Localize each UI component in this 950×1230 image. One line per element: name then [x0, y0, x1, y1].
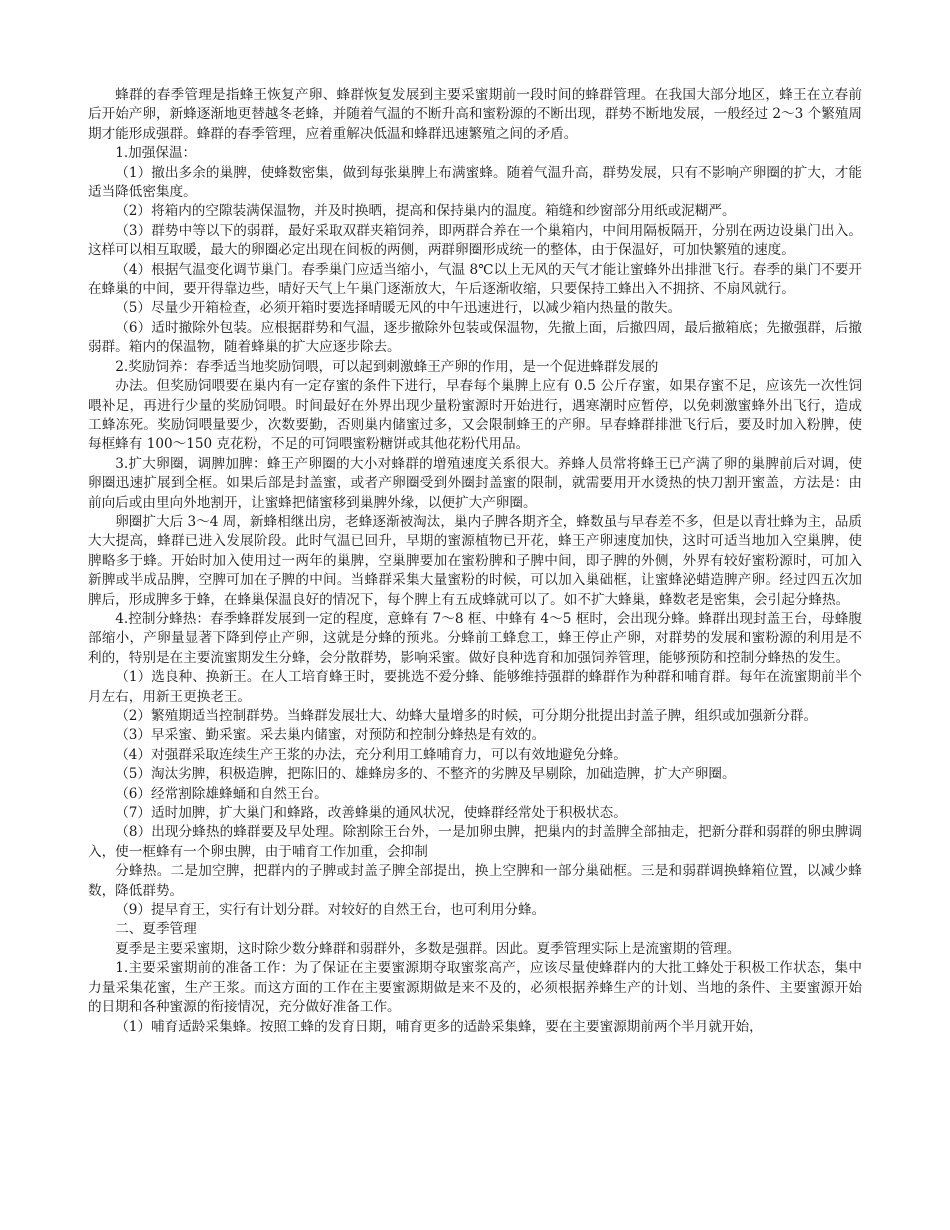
list-item-warm-5: （5）尽量少开箱检查，必须开箱时要选择晴暖无风的中午迅速进行，以减少箱内热量的散失。 — [115, 300, 682, 317]
list-item-swarm-9: （9）提早育王，实行有计划分群。对较好的自然王台，也可利用分蜂。 — [115, 902, 546, 919]
paragraph-pre-flow-prep: 1.主要采蜜期前的准备工作：为了保证在主要蜜源期夺取蜜浆高产，应该尽量使蜂群内的大批工蜂处于积极工作状态，集中力量采集花蜜，生产王浆。而这方面的工作在主要蜜源期做是来不及的，必须根据养蜂生产的计划、当地的条件、主要蜜源开始的日期和各种蜜源的衔接情况，充分做好准备工作。 — [88, 960, 862, 1016]
list-item-warm-3: （3）群势中等以下的弱群，最好采取双群夹箱饲养，即两群合养在一个巢箱内，中间用隔板隔开，分别在两边设巢门出入。这样可以相互取暖，最大的卵圈必定出现在间板的两侧，两群卵圈形成统一的整体，由于保温好，可加快繁殖的速度。 — [88, 222, 862, 259]
list-item-swarm-8: （8）出现分蜂热的蜂群要及早处理。除割除王台外，一是加卵虫脾，把巢内的封盖脾全部抽走，把新分群和弱群的卵虫脾调入，使一框蜂有一个卵虫脾，由于哺育工作加重，会抑制 — [88, 824, 862, 860]
list-item-swarm-7: （7）适时加脾，扩大巢门和蜂路，改善蜂巢的通风状况，使蜂群经常处于积极状态。 — [115, 805, 627, 822]
heading-keep-warm: 1.加强保温： — [115, 145, 197, 162]
paragraph-spring-intro: 蜂群的春季管理是指蜂王恢复产卵、蜂群恢复发展到主要采蜜期前一段时间的蜂群管理。在我国大部分地区，蜂王在立春前后开始产卵，新蜂逐渐地更替越冬老蜂，并随着气温的不断升高和蜜粉源的不断出现，群势不断地发展，一般经过 2～3 个繁殖周期才能形成强群。蜂群的春季管理，应着重解决低温和蜂群迅速繁殖之间的矛盾。 — [88, 87, 862, 142]
list-item-swarm-3: （3）早采蜜、勤采蜜。采去巢内储蜜，对预防和控制分蜂热是有效的。 — [115, 727, 546, 744]
paragraph-brood-expanded: 卵圈扩大后 3～4 周，新蜂相继出房，老蜂逐渐被淘汰，巢内子脾各期齐全，蜂数虽与早春差不多，但是以青壮蜂为主，品质大大提高，蜂群已进入发展阶段。此时气温已回升，早期的蜜源植物已开花，蜂王产卵速度加快，这时可适当地加入空巢脾，使脾略多于蜂。开始时加入使用过一两年的巢脾，空巢脾要加在蜜粉脾和子脾中间，即子脾的外侧，外界有较好蜜粉源时，可加入新脾或半成品脾，空脾可加在子脾的中间。当蜂群采集大量蜜粉的时候，可以加入巢础框，让蜜蜂泌蜡造脾产卵。经过四五次加脾后，形成脾多于蜂，在蜂巢保温良好的情况下，每个脾上有五成蜂就可以了。如不扩大蜂巢，蜂数老是密集，会引起分蜂热。 — [88, 513, 862, 608]
paragraph-control-swarming: 4.控制分蜂热：春季蜂群发展到一定的程度，意蜂有 7～8 框、中蜂有 4～5 框时，会出现分蜂。蜂群出现封盖王台，母蜂腹部缩小，产卵量显著下降到停止产卵，这就是分蜂的预兆。分蜂前工蜂怠工，蜂王停止产卵，对群势的发展和蜜粉源的利用是不利的，特别是在主要流蜜期发生分蜂，会分散群势，影响采蜜。做好良种选育和加强饲养管理，能够预防和控制分蜂热的发生。 — [88, 610, 862, 666]
heading-reward-feeding: 2.奖励饲养：春季适当地奖励饲喂，可以起到刺激蜂王产卵的作用，是一个促进蜂群发展的 — [115, 358, 659, 375]
paragraph-expand-brood: 3.扩大卵圈，调脾加脾：蜂王产卵圈的大小对蜂群的增殖速度关系很大。养蜂人员常将蜂王已产满了卵的巢脾前后对调，使卵圈迅速扩展到全框。如果后部是封盖蜜，或者产卵圈受到外圈封盖蜜的限制，就需要用开水烫热的快刀割开蜜盖，方法是：由前向后或由里向外地割开，让蜜蜂把储蜜移到巢脾外缘，以便扩大产卵圈。 — [88, 455, 862, 511]
list-item-swarm-6: （6）经常割除雄蜂蛹和自然王台。 — [115, 785, 328, 802]
section-heading-summer: 二、夏季管理 — [115, 921, 197, 938]
list-item-warm-1: （1）撤出多余的巢脾，使蜂数密集，做到每张巢脾上布满蜜蜂。随着气温升高，群势发展，只有不影响产卵圈的扩大，才能适当降低密集度。 — [88, 164, 862, 201]
list-item-warm-6: （6）适时撤除外包装。应根据群势和气温，逐步撤除外包装或保温物，先撤上面，后撤四周，最后撤箱底；先撤强群，后撤弱群。箱内的保温物，随着蜂巢的扩大应逐步除去。 — [88, 319, 862, 356]
paragraph-reward-feeding: 办法。但奖励饲喂要在巢内有一定存蜜的条件下进行，早春每个巢脾上应有 0.5 公斤存蜜，如果存蜜不足，应该先一次性饲喂补足，再进行少量的奖励饲喂。时间最好在外界出现少量粉蜜源时开始进行，遇寒潮时应暂停，以免刺激蜜蜂外出飞行，造成工蜂冻死。奖励饲喂量要少，次数要勤，否则巢内储蜜过多，又会限制蜂王的产卵。早春蜂群排泄飞行后，要及时加入粉脾，使每框蜂有 100～150 克花粉，不足的可饲喂蜜粉糖饼或其他花粉代用品。 — [88, 378, 862, 453]
list-item-swarm-1: （1）选良种、换新王。在人工培育蜂王时，要挑选不爱分蜂、能够维持强群的蜂群作为种群和哺育群。每年在流蜜期前半个月左右，用新王更换老王。 — [88, 669, 862, 705]
list-item-swarm-5: （5）淘汰劣脾，积极造脾，把陈旧的、雄蜂房多的、不整齐的劣脾及早剔除，加础造脾，扩大产卵圈。 — [115, 766, 736, 783]
list-item-swarm-2: （2）繁殖期适当控制群势。当蜂群发展壮大、幼蜂大量增多的时候，可分期分批提出封盖子脾，组织或加强新分群。 — [115, 708, 818, 724]
list-item-swarm-4: （4）对强群采取连续生产王浆的办法，充分利用工蜂哺育力，可以有效地避免分蜂。 — [115, 746, 627, 763]
paragraph-summer-intro: 夏季是主要采蜜期，这时除少数分蜂群和弱群外，多数是强群。因此。夏季管理实际上是流蜜期的管理。 — [115, 940, 741, 957]
list-item-warm-2: （2）将箱内的空隙装满保温物，并及时换晒，提高和保持巢内的温度。箱缝和纱窗部分用纸或泥糊严。 — [115, 203, 736, 220]
list-item-prep-1: （1）哺育适龄采集蜂。按照工蜂的发育日期，哺育更多的适龄采集蜂，要在主要蜜源期前两个半月就开始， — [115, 1018, 763, 1035]
list-item-warm-4: （4）根据气温变化调节巢门。春季巢门应适当缩小，气温 8℃以上无风的天气才能让蜜蜂外出排泄飞行。春季的巢门不要开在蜂巢的中间，要开得靠边些，晴好天气上午巢门逐渐放大，午后逐渐收缩，只要保持工蜂出入不拥挤、不扇风就行。 — [88, 261, 862, 298]
list-item-swarm-8-cont: 分蜂热。二是加空脾，把群内的子脾或封盖子脾全部提出，换上空脾和一部分巢础框。三是和弱群调换蜂箱位置，以减少蜂数，降低群势。 — [88, 863, 862, 899]
